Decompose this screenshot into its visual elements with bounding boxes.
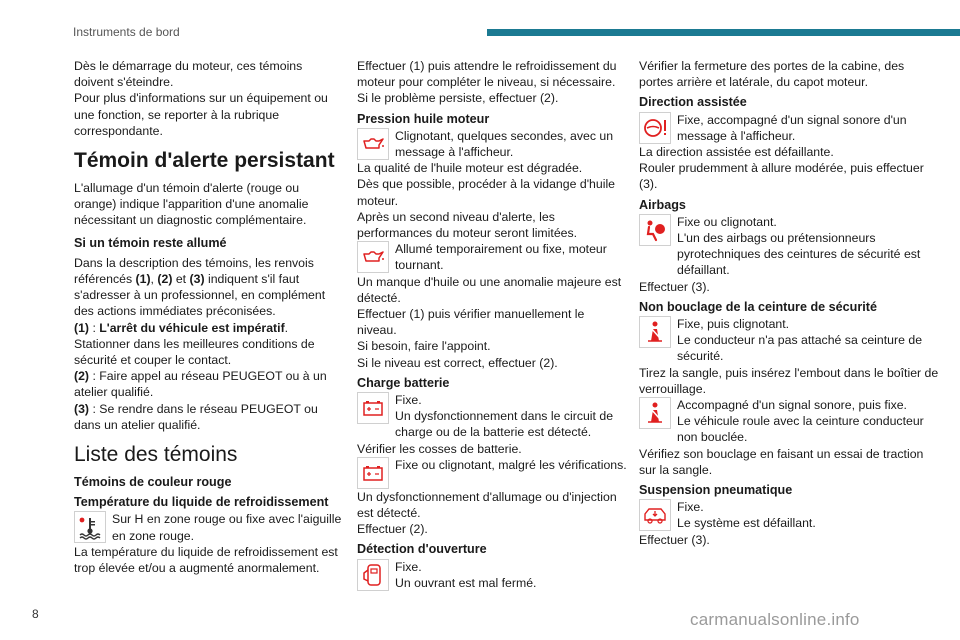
temp-icon-text: Sur H en zone rouge ou fixe avec l'aiguille en zone rouge. — [112, 512, 342, 543]
batt-text-2a: Un dysfonctionnement d'allumage ou d'injection est détecté. — [357, 489, 617, 521]
susp-text: Effectuer (3). — [639, 532, 710, 547]
airbag-icon — [639, 214, 671, 246]
airbag-icon-text-1: Fixe ou clignotant. — [677, 214, 777, 229]
c3-top: Vérifier la fermeture des portes de la cabine, des portes arrière et latérale, du capot moteur. — [639, 59, 905, 90]
header-accent-bar — [487, 29, 960, 36]
ref-1-colon: : — [89, 320, 100, 335]
huile-text-1c: Après un second niveau d'alerte, les performances du moteur seront limitées. — [357, 209, 578, 241]
ceint-text-1: Tirez la sangle, puis insérez l'embout dans le boîtier de verrouillage. — [639, 365, 939, 396]
battery-icon — [357, 392, 389, 424]
batt-entry-1 — [357, 392, 627, 441]
ref-1: (1) — [135, 272, 151, 287]
airbag-entry — [639, 214, 939, 279]
huile-entry-2 — [357, 241, 627, 273]
coolant-temp-icon — [74, 511, 106, 543]
dir-text-2: Rouler prudemment à allure modérée, puis effectuer (3). — [639, 161, 924, 192]
heading-liste: Liste des témoins — [74, 443, 238, 467]
ref-1-dot: . — [284, 320, 289, 335]
column-2 — [357, 58, 627, 591]
huile-text-1a: La qualité de l'huile moteur est dégradée. — [357, 161, 583, 176]
ouv-icon-text-1: Fixe. — [395, 559, 422, 574]
references-text-a: Dans la description des témoins, les renvois référencés — [74, 255, 314, 287]
page-number: 8 — [32, 607, 39, 621]
ouv-entry-1 — [357, 559, 627, 591]
intro-line-2: Pour plus d'informations sur un équipement ou une fonction, se reporter à la rubrique correspondante. — [74, 91, 328, 138]
batt-entry-2 — [357, 457, 627, 489]
c2-top-2: Si le problème persiste, effectuer (2). — [357, 91, 559, 106]
huile-icon-text-2: Allumé temporairement ou fixe, moteur tournant. — [395, 242, 607, 273]
huile-text-2d: Si le niveau est correct, effectuer (2). — [357, 355, 558, 370]
seatbelt-icon — [639, 397, 671, 429]
watermark: carmanualsonline.info — [690, 610, 860, 629]
battery-icon — [357, 457, 389, 489]
persistant-text: L'allumage d'un témoin d'alerte (rouge ou orange) indique l'apparition d'une anomalie nécessitant un diagnostic complémentaire. — [74, 181, 309, 228]
huile-text-2b: Effectuer (1) puis vérifier manuellement le niveau. — [357, 307, 585, 338]
steering-warning-icon — [639, 112, 671, 144]
oil-can-icon — [357, 241, 389, 273]
ceint-entry-2 — [639, 397, 939, 446]
ceint-icon-text-1b: Le conducteur n'a pas attaché sa ceinture de sécurité. — [677, 333, 923, 364]
huile-icon-text-1: Clignotant, quelques secondes, avec un message à l'afficheur. — [395, 128, 614, 160]
ref-3-label: (3) — [74, 401, 90, 416]
huile-text-1b: Dès que possible, procéder à la vidange d'huile moteur. — [357, 177, 616, 208]
huile-text-2c: Si besoin, faire l'appoint. — [357, 339, 491, 354]
column-3 — [639, 58, 939, 548]
door-open-icon — [357, 559, 389, 591]
ref-3: (3) — [189, 272, 205, 287]
sep-2: et — [172, 272, 190, 287]
ref-1-line — [74, 320, 344, 336]
column-1 — [74, 58, 344, 576]
airbag-text: Effectuer (3). — [639, 279, 710, 294]
ref-1-label: (1) — [74, 320, 90, 335]
seatbelt-icon — [639, 316, 671, 348]
batt-icon-text-1: Fixe. — [395, 393, 422, 408]
temp-entry — [74, 511, 344, 543]
intro-line-1: Dès le démarrage du moteur, ces témoins doivent s'éteindre. — [74, 59, 303, 90]
susp-entry — [639, 499, 939, 531]
references-paragraph — [74, 255, 344, 320]
references-text-b: indiquent s'il faut s'adresser à un professionnel, en complément des actions immédiates préconisées. — [74, 272, 326, 319]
ref-3-text: : Se rendre dans le réseau PEUGEOT ou dans un atelier qualifié. — [74, 401, 318, 432]
ref-2-line — [74, 368, 344, 400]
ceint-icon-text-1: Fixe, puis clignotant. — [677, 317, 790, 332]
huile-entry-1 — [357, 128, 627, 160]
heading-direction: Direction assistée — [639, 95, 747, 110]
suspension-icon — [639, 499, 671, 531]
batt-icon-text-1b: Un dysfonctionnement dans le circuit de charge ou de la batterie est détecté. — [395, 409, 614, 440]
heading-suspension: Suspension pneumatique — [639, 483, 793, 498]
batt-icon-text-2: Fixe ou clignotant, malgré les vérifications. — [395, 457, 627, 472]
batt-text-1: Vérifier les cosses de batterie. — [357, 441, 522, 456]
ref-1-bold: L'arrêt du véhicule est impératif — [99, 320, 285, 335]
ceint-entry-1 — [639, 316, 939, 365]
ref-2: (2) — [157, 272, 173, 287]
heading-persistant: Témoin d'alerte persistant — [74, 149, 335, 173]
airbag-icon-text-1b: L'un des airbags ou prétensionneurs pyrotechniques des ceintures de sécurité est défaillant. — [677, 231, 921, 278]
ref-2-label: (2) — [74, 369, 90, 384]
batt-text-2b: Effectuer (2). — [357, 522, 428, 537]
ceint-text-2: Vérifiez son bouclage en faisant un essai de traction sur la sangle. — [639, 446, 924, 477]
heading-reste-allume: Si un témoin reste allumé — [74, 235, 227, 250]
sep-1: , — [150, 272, 158, 287]
ref-1-text: Stationner dans les meilleures conditions de sécurité et couper le contact. — [74, 336, 315, 368]
heading-temperature: Température du liquide de refroidissement — [74, 495, 329, 510]
huile-text-2a: Un manque d'huile ou une anomalie majeure est détecté. — [357, 274, 622, 305]
susp-icon-text-1: Fixe. — [677, 500, 704, 515]
ref-3-line — [74, 401, 344, 433]
dir-icon-text: Fixe, accompagné d'un signal sonore d'un message à l'afficheur. — [677, 112, 907, 143]
dir-entry — [639, 112, 939, 144]
heading-ceinture: Non bouclage de la ceinture de sécurité — [639, 299, 877, 314]
heading-airbags: Airbags — [639, 197, 686, 212]
oil-can-icon — [357, 128, 389, 160]
heading-huile: Pression huile moteur — [357, 111, 490, 126]
temp-text: La température du liquide de refroidissement est trop élevée et/ou a augmenté anormalement. — [74, 544, 338, 576]
heading-ouverture: Détection d'ouverture — [357, 542, 487, 557]
heading-rouge: Témoins de couleur rouge — [74, 475, 232, 490]
dir-text-1: La direction assistée est défaillante. — [639, 145, 834, 160]
ref-2-text: : Faire appel au réseau PEUGEOT ou à un atelier qualifié. — [74, 369, 327, 400]
header-title: Instruments de bord — [73, 25, 180, 39]
ouv-icon-text-1b: Un ouvrant est mal fermé. — [395, 575, 537, 590]
ceint-icon-text-2b: Le véhicule roule avec la ceinture conducteur non bouclée. — [677, 414, 924, 445]
c2-top-1: Effectuer (1) puis attendre le refroidissement du moteur pour compléter le niveau, si nécessaire. — [357, 59, 617, 90]
heading-batterie: Charge batterie — [357, 375, 450, 390]
susp-icon-text-1b: Le système est défaillant. — [677, 516, 816, 531]
ceint-icon-text-2: Accompagné d'un signal sonore, puis fixe. — [677, 398, 907, 413]
